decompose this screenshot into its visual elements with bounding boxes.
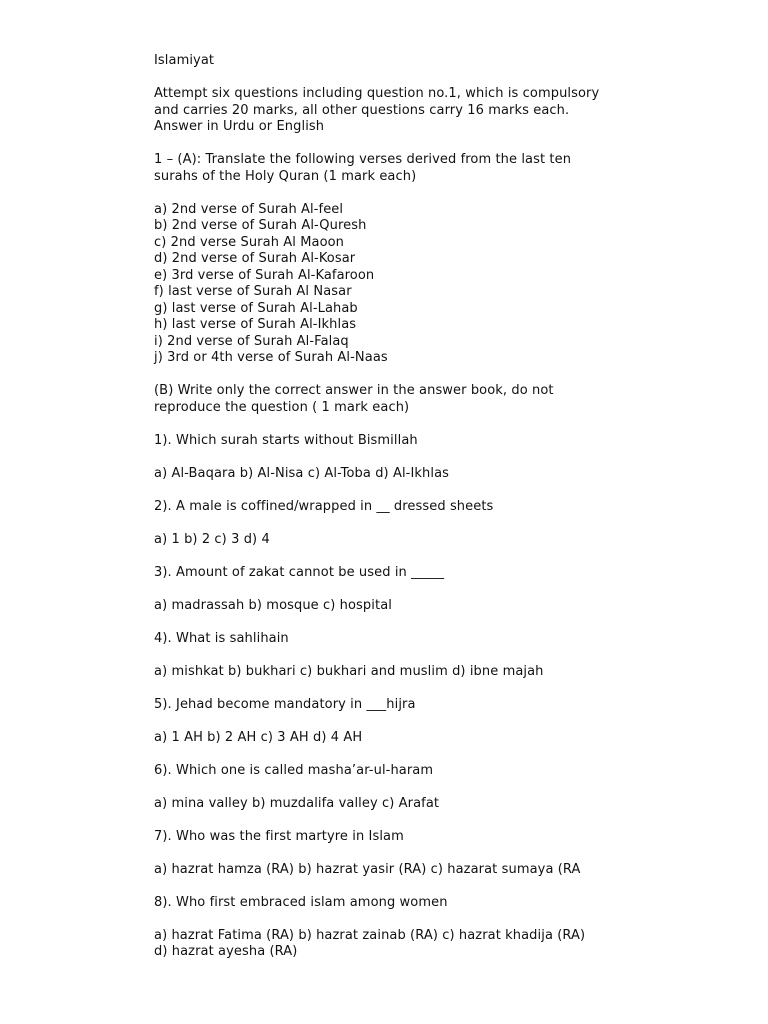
- verse-item: j) 3rd or 4th verse of Surah Al-Naas: [154, 350, 388, 365]
- verse-item: c) 2nd verse Surah Al Maoon: [154, 234, 345, 250]
- spacer: [154, 746, 768, 763]
- spacer: [154, 812, 768, 829]
- verse-item: a) 2nd verse of Surah Al-feel: [154, 201, 344, 217]
- spacer: [154, 136, 768, 153]
- mcq-question: 7). Who was the first martyre in Islam: [154, 828, 404, 844]
- instruction-line: and carries 20 marks, all other questions carry 16 marks each.: [154, 102, 570, 118]
- verse-item: d) 2nd verse of Surah Al-Kosar: [154, 251, 356, 266]
- mcq-question: 8). Who first embraced islam among women: [154, 894, 448, 910]
- spacer: [154, 581, 768, 598]
- mcq-options: a) hazrat Fatima (RA) b) hazrat zainab (RA) c) hazrat khadija (RA): [154, 927, 586, 943]
- mcq-question: 3). Amount of zakat cannot be used in _____: [154, 564, 445, 580]
- mcq-options: a) Al-Baqara b) Al-Nisa c) Al-Toba d) Al-Ikhlas: [154, 465, 450, 481]
- spacer: [154, 367, 768, 384]
- part-a-heading: 1 – (A): Translate the following verses derived from the last ten: [154, 152, 572, 167]
- mcq-question: 6). Which one is called masha’ar-ul-haram: [154, 762, 434, 778]
- part-a: [154, 152, 768, 367]
- spacer: [154, 680, 768, 697]
- mcq-question: 1). Which surah starts without Bismillah: [154, 432, 418, 448]
- document-title: Islamiyat: [154, 53, 215, 68]
- spacer: [154, 70, 768, 87]
- mcq-options: a) mishkat b) bukhari c) bukhari and muslim d) ibne majah: [154, 663, 544, 679]
- mcq-question: 5). Jehad become mandatory in ___hijra: [154, 696, 416, 712]
- mcq-question: 2). A male is coffined/wrapped in __ dressed sheets: [154, 498, 494, 514]
- part-a-heading: surahs of the Holy Quran (1 mark each): [154, 168, 417, 184]
- spacer: [154, 845, 768, 862]
- mcq-options: a) madrassah b) mosque c) hospital: [154, 597, 392, 613]
- verse-item: g) last verse of Surah Al-Lahab: [154, 300, 358, 316]
- spacer: [154, 713, 768, 730]
- spacer: [154, 878, 768, 895]
- verse-item: h) last verse of Surah Al-Ikhlas: [154, 317, 357, 332]
- spacer: [154, 548, 768, 565]
- part-b: [154, 383, 768, 961]
- mcq-options: a) hazrat hamza (RA) b) hazrat yasir (RA) c) hazarat sumaya (RA: [154, 861, 581, 877]
- spacer: [154, 185, 768, 202]
- part-b-heading: reproduce the question ( 1 mark each): [154, 399, 410, 415]
- spacer: [154, 449, 768, 466]
- mcq-options: a) 1 AH b) 2 AH c) 3 AH d) 4 AH: [154, 729, 363, 745]
- mcq-options: a) mina valley b) muzdalifa valley c) Arafat: [154, 795, 440, 811]
- spacer: [154, 647, 768, 664]
- spacer: [154, 911, 768, 928]
- instruction-line: Answer in Urdu or English: [154, 119, 325, 134]
- verse-item: b) 2nd verse of Surah Al-Quresh: [154, 218, 367, 233]
- verse-item: f) last verse of Surah Al Nasar: [154, 284, 352, 299]
- verse-item: i) 2nd verse of Surah Al-Falaq: [154, 333, 349, 349]
- instructions: [154, 86, 768, 136]
- spacer: [154, 482, 768, 499]
- spacer: [154, 416, 768, 433]
- instruction-line: Attempt six questions including question no.1, which is compulsory: [154, 86, 600, 101]
- mcq-options: a) 1 b) 2 c) 3 d) 4: [154, 531, 270, 547]
- mcq-question: 4). What is sahlihain: [154, 630, 289, 646]
- spacer: [154, 779, 768, 796]
- part-b-heading: (B) Write only the correct answer in the answer book, do not: [154, 383, 554, 398]
- spacer: [154, 614, 768, 631]
- spacer: [154, 515, 768, 532]
- verse-item: e) 3rd verse of Surah Al-Kafaroon: [154, 267, 375, 283]
- mcq-options: d) hazrat ayesha (RA): [154, 944, 298, 959]
